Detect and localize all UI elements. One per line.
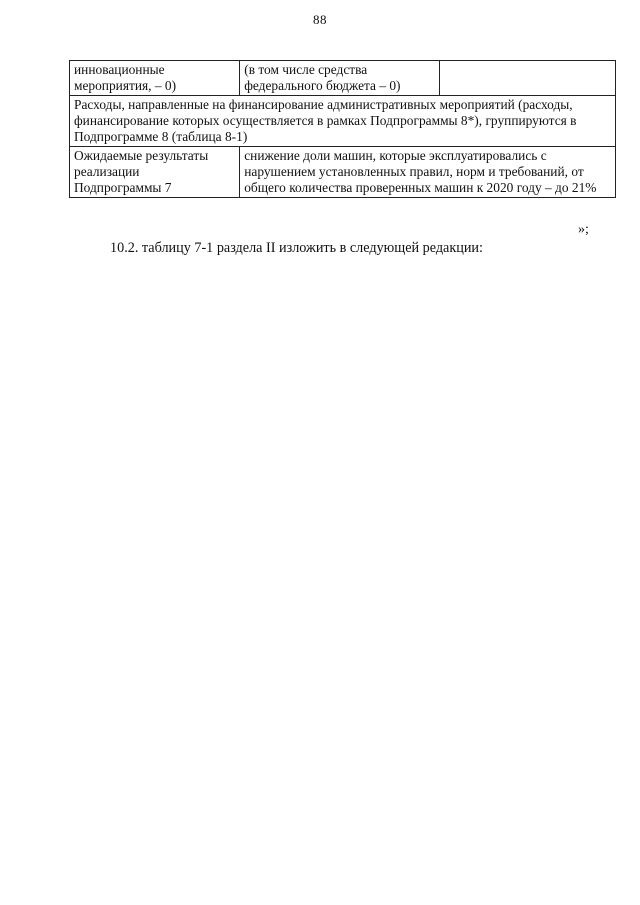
- table-cell-expected-results-label: Ожидаемые результаты реализации Подпрограммы 7: [70, 147, 240, 198]
- page-number: 88: [313, 12, 327, 27]
- program-table: [69, 60, 616, 198]
- table-cell-innovative-measures: инновационные мероприятия, – 0): [70, 61, 240, 96]
- table-cell-federal-budget: (в том числе средства федерального бюджета – 0): [240, 61, 439, 96]
- table-cell-expected-results-value: снижение доли машин, которые эксплуатировались с нарушением установленных правил, норм и требований, от общего количества проверенных машин к 2020 году – до 21%: [240, 147, 616, 198]
- table-cell-administrative-expenses: Расходы, направленные на финансирование административных мероприятий (расходы, финансирование которых осуществляется в рамках Подпрограммы 8*), группируются в Подпрограмме 8 (таблица 8-1): [70, 96, 616, 147]
- amendment-instruction: 10.2. таблицу 7-1 раздела II изложить в следующей редакции:: [110, 240, 483, 256]
- closing-quote-mark: »;: [578, 222, 589, 237]
- table-cell-empty: [439, 61, 615, 96]
- table-row: [70, 96, 616, 147]
- table-row: [70, 147, 616, 198]
- table-row: [70, 61, 616, 96]
